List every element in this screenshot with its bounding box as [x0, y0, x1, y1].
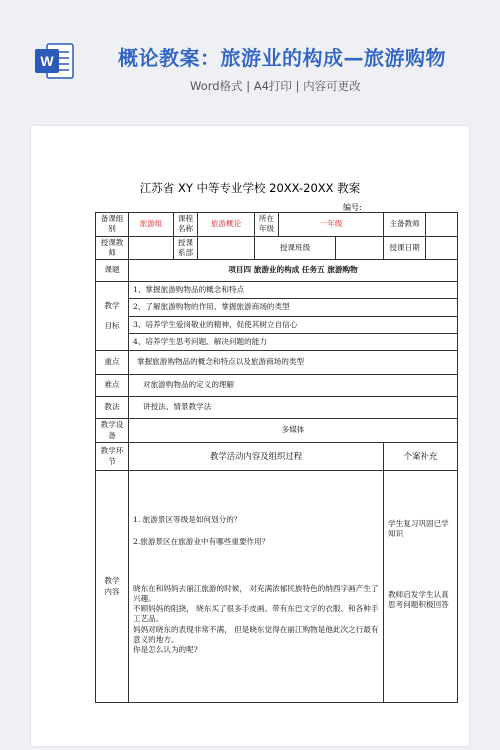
objectives-cell	[129, 282, 458, 351]
process-label: 教学环节	[96, 443, 129, 471]
page-header	[0, 0, 500, 115]
equipment-label: 教学设备	[96, 419, 129, 443]
page-subtitle: Word格式 | A4打印 | 内容可更改	[190, 79, 361, 93]
svg-text:W: W	[40, 53, 54, 69]
serial-label: 编号:	[343, 203, 362, 212]
objective-item: 1、掌握旅游购物品的概念和特点	[129, 282, 457, 299]
table-row	[96, 375, 458, 397]
page-title: 概论教案：旅游业的构成—旅游购物	[118, 46, 446, 70]
table-row	[96, 213, 458, 237]
lesson-plan-table	[95, 212, 458, 703]
group-label: 备课组别	[96, 213, 129, 237]
objective-item: 2、了解旅游购物的作用、掌握旅游商场的类型	[129, 299, 457, 316]
activity-header: 教学活动内容及组织过程	[129, 443, 384, 471]
teacher-value	[129, 236, 174, 260]
objectives-label-line: 教学	[104, 300, 120, 310]
objectives-label	[96, 282, 129, 351]
supplement-cell	[384, 471, 458, 703]
supplement-note: 学生复习巩固已学知识	[388, 519, 449, 539]
topic-label: 课题	[96, 260, 129, 282]
supplement-note: 教师启发学生认真思考问题积极回答	[388, 589, 449, 609]
method-value: 讲授法、情景教学法	[129, 397, 458, 419]
content-paragraph: 妈妈对晓东的表现非常不满， 但是晓东觉得在丽江购物是他此次之行最有意义的地方。	[133, 624, 379, 644]
table-row	[96, 419, 458, 443]
supplement-header: 个案补充	[384, 443, 458, 471]
document-title: 江苏省 XY 中等专业学校 20XX-20XX 教案	[139, 181, 361, 195]
grade-label: 所在年级	[255, 213, 279, 237]
table-row	[96, 282, 458, 351]
objective-item: 3、培养学生爱岗敬业的精神，促使其树立自信心	[129, 317, 457, 334]
document-page	[31, 126, 469, 746]
dept-label: 授课系部	[174, 236, 198, 260]
lead-teacher-label: 主备教师	[384, 213, 426, 237]
date-value	[426, 236, 458, 260]
table-row	[96, 397, 458, 419]
content-paragraph: 1. 旅游景区等级是如何划分的？	[133, 515, 242, 524]
topic-value: 项目四 旅游业的构成 任务五 旅游购物	[129, 260, 458, 282]
objective-item: 4、培养学生思考问题、解决问题的能力	[133, 336, 267, 346]
table-row	[96, 443, 458, 471]
content-paragraph: 晓东在和妈妈去丽江旅游的时候， 对充满浓郁民族特色的纳西字画产生了兴趣。	[133, 583, 379, 603]
class-value	[336, 236, 384, 260]
lead-teacher-value	[426, 213, 458, 237]
equipment-value: 多媒体	[129, 419, 458, 443]
table-row	[96, 471, 458, 703]
group-value: 旅游组	[129, 213, 174, 237]
content-paragraph: 你是怎么认为的呢?	[133, 645, 198, 654]
difficulty-value: 对旅游购物品的定义的理解	[129, 375, 458, 397]
content-paragraph: 不顾妈妈的阻挠， 晓东买了很多手皮画、带有东巴文字的衣服、和各种手工艺品。	[133, 604, 379, 624]
key-point-label: 重点	[96, 351, 129, 375]
method-label: 教法	[96, 397, 129, 419]
teacher-label: 授课教师	[96, 236, 129, 260]
content-paragraph: 2.旅游景区在旅游业中有哪些重要作用？	[133, 537, 270, 547]
course-value: 旅游概论	[198, 213, 255, 237]
table-row	[96, 236, 458, 260]
course-label: 课程名称	[174, 213, 198, 237]
table-row	[96, 260, 458, 282]
content-label: 教学内容	[96, 471, 129, 703]
grade-value: 一年级	[279, 213, 384, 237]
word-icon	[33, 40, 75, 82]
content-cell	[129, 471, 384, 703]
class-label: 授课班级	[255, 236, 336, 260]
objectives-label-line: 目标	[104, 321, 120, 330]
table-row	[96, 351, 458, 375]
difficulty-label: 难点	[96, 375, 129, 397]
dept-value	[198, 236, 255, 260]
date-label: 授课日期	[384, 236, 426, 260]
key-point-value: 掌握旅游购物品的概念和特点以及旅游商场的类型	[129, 351, 458, 375]
